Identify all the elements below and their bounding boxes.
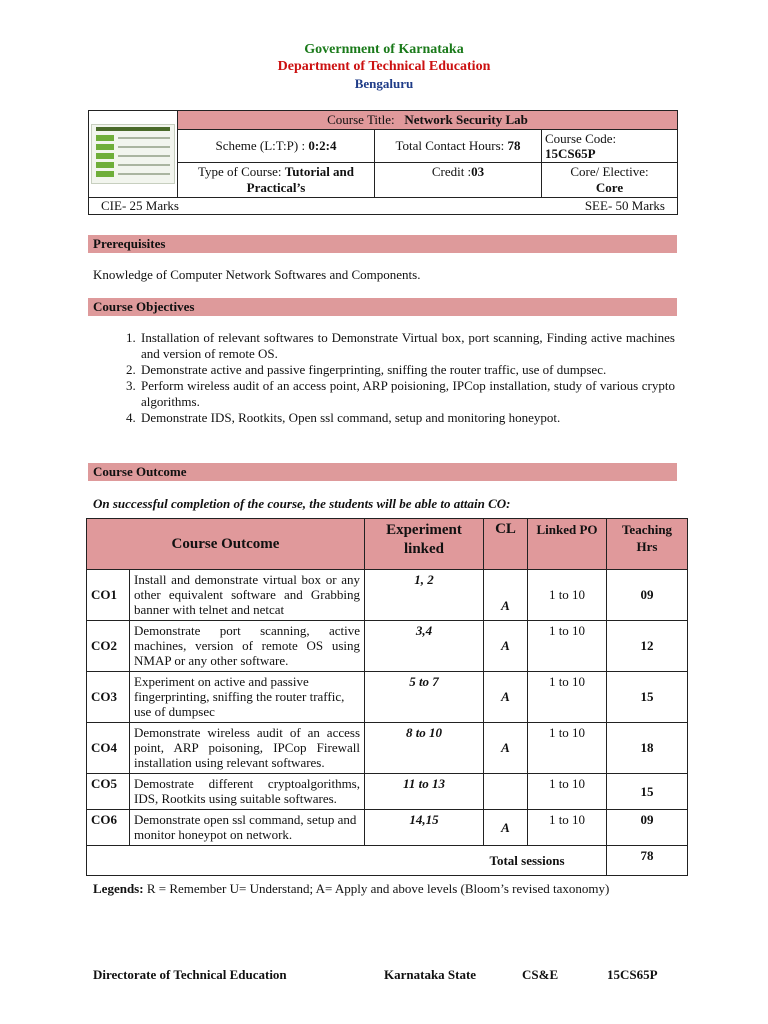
course-code-value: 15CS65P bbox=[545, 146, 596, 161]
course-type-cell bbox=[178, 163, 375, 198]
objective-item: 2. Demonstrate active and passive fingerprinting, sniffing the router traffic, use of dumpsec. bbox=[139, 362, 675, 378]
credit-value: 03 bbox=[471, 164, 485, 179]
co-teaching-hrs: 09 bbox=[607, 810, 688, 846]
objectives-list bbox=[93, 330, 675, 426]
header-city: Bengaluru bbox=[354, 76, 414, 91]
scheme-value: 0:2:4 bbox=[308, 138, 337, 153]
contact-hours-label: Total Contact Hours: bbox=[395, 138, 505, 153]
co-id: CO3 bbox=[87, 672, 130, 723]
table-row bbox=[87, 810, 688, 846]
objectives-list-container bbox=[93, 330, 675, 426]
col-cl: CL bbox=[484, 519, 528, 570]
total-sessions-label: Total sessions bbox=[484, 846, 607, 876]
course-thumbnail-cell bbox=[89, 111, 178, 198]
co-cl: A bbox=[484, 810, 528, 846]
footer-state: Karnataka State bbox=[384, 967, 477, 982]
scheme-cell bbox=[178, 130, 375, 163]
co-teaching-hrs: 12 bbox=[607, 621, 688, 672]
co-id: CO4 bbox=[87, 723, 130, 774]
scheme-label: Scheme (L:T:P) : bbox=[215, 138, 306, 153]
course-title-cell bbox=[178, 111, 678, 130]
co-experiment: 14,15 bbox=[365, 810, 484, 846]
co-teaching-hrs: 15 bbox=[607, 774, 688, 810]
outcome-heading: Course Outcome bbox=[88, 463, 677, 481]
co-linked-po: 1 to 10 bbox=[528, 621, 607, 672]
table-row bbox=[87, 570, 688, 621]
co-experiment: 11 to 13 bbox=[365, 774, 484, 810]
core-elective-cell bbox=[542, 163, 678, 198]
footer-dept: CS&E bbox=[522, 967, 559, 982]
co-teaching-hrs: 18 bbox=[607, 723, 688, 774]
objective-item: 1. Installation of relevant softwares to Demonstrate Virtual box, port scanning, Finding active machines and version of remote OS. bbox=[139, 330, 675, 362]
co-teaching-hrs: 15 bbox=[607, 672, 688, 723]
credit-cell bbox=[375, 163, 542, 198]
co-linked-po: 1 to 10 bbox=[528, 723, 607, 774]
footer-directorate: Directorate of Technical Education bbox=[93, 967, 287, 982]
course-code-cell bbox=[542, 130, 678, 163]
co-description: Experiment on active and passive fingerprinting, sniffing the router traffic, use of dumpsec bbox=[130, 672, 365, 723]
co-cl bbox=[484, 774, 528, 810]
objective-item: 3. Perform wireless audit of an access point, ARP poisioning, IPCop installation, study of various crypto algorithms. bbox=[139, 378, 675, 410]
co-experiment: 8 to 10 bbox=[365, 723, 484, 774]
co-id: CO2 bbox=[87, 621, 130, 672]
co-experiment: 1, 2 bbox=[365, 570, 484, 621]
table-row bbox=[87, 621, 688, 672]
co-description: Demonstrate port scanning, active machines, version of remote OS using NMAP or any other software. bbox=[130, 621, 365, 672]
table-row bbox=[87, 723, 688, 774]
contact-hours-cell bbox=[375, 130, 542, 163]
co-cl: A bbox=[484, 621, 528, 672]
col-course-outcome: Course Outcome bbox=[87, 519, 365, 570]
course-type-label: Type of Course: bbox=[197, 164, 282, 179]
credit-label: Credit : bbox=[431, 164, 472, 179]
co-description: Demostrate different cryptoalgorithms, IDS, Rootkits using suitable softwares. bbox=[130, 774, 365, 810]
col-experiment-linked: Experiment linked bbox=[365, 519, 484, 570]
co-id: CO6 bbox=[87, 810, 130, 846]
co-description: Install and demonstrate virtual box or any other equivalent software and Grabbing banner with telnet and netcat bbox=[130, 570, 365, 621]
co-teaching-hrs: 09 bbox=[607, 570, 688, 621]
course-thumbnail-image bbox=[91, 124, 175, 184]
total-sessions-value: 78 bbox=[607, 846, 688, 876]
co-id: CO5 bbox=[87, 774, 130, 810]
see-marks: SEE- 50 Marks bbox=[584, 198, 665, 213]
header-government: Government of Karnataka bbox=[304, 42, 464, 57]
prerequisites-text: Knowledge of Computer Network Softwares and Components. bbox=[93, 267, 421, 282]
contact-hours-value: 78 bbox=[507, 138, 521, 153]
outcome-table-header bbox=[87, 519, 688, 570]
co-description: Demonstrate wireless audit of an access point, ARP poisoning, IPCop Firewall installation using relevant softwares. bbox=[130, 723, 365, 774]
co-cl: A bbox=[484, 570, 528, 621]
core-elective-label: Core/ Elective: bbox=[570, 164, 649, 179]
footer-code: 15CS65P bbox=[607, 967, 658, 982]
header-department: Department of Technical Education bbox=[277, 59, 491, 74]
outcome-intro: On successful completion of the course, the students will be able to attain CO: bbox=[93, 496, 511, 511]
prerequisites-heading: Prerequisites bbox=[88, 235, 677, 253]
course-code-label: Course Code: bbox=[545, 131, 617, 146]
co-linked-po: 1 to 10 bbox=[528, 672, 607, 723]
co-id: CO1 bbox=[87, 570, 130, 621]
co-experiment: 5 to 7 bbox=[365, 672, 484, 723]
co-experiment: 3,4 bbox=[365, 621, 484, 672]
col-teaching-hrs: Teaching Hrs bbox=[607, 519, 688, 570]
objectives-heading: Course Objectives bbox=[88, 298, 677, 316]
co-linked-po: 1 to 10 bbox=[528, 774, 607, 810]
course-title-value: Network Security Lab bbox=[404, 112, 528, 127]
legends-label: Legends: bbox=[93, 881, 144, 896]
course-type-value: Tutorial and Practical’s bbox=[246, 164, 355, 195]
total-row bbox=[87, 846, 688, 876]
table-row bbox=[87, 774, 688, 810]
col-linked-po: Linked PO bbox=[528, 519, 607, 570]
co-cl: A bbox=[484, 672, 528, 723]
co-linked-po: 1 to 10 bbox=[528, 810, 607, 846]
co-linked-po: 1 to 10 bbox=[528, 570, 607, 621]
co-description: Demonstrate open ssl command, setup and monitor honeypot on network. bbox=[130, 810, 365, 846]
marks-cell bbox=[89, 198, 678, 215]
course-outcome-table bbox=[86, 518, 688, 876]
legends-text: R = Remember U= Understand; A= Apply and above levels (Bloom’s revised taxonomy) bbox=[146, 881, 610, 896]
course-title-label: Course Title: bbox=[327, 112, 395, 127]
objective-item: 4. Demonstrate IDS, Rootkits, Open ssl command, setup and monitoring honeypot. bbox=[139, 410, 675, 426]
legends bbox=[93, 880, 675, 897]
course-info-table bbox=[88, 110, 678, 215]
cie-marks: CIE- 25 Marks bbox=[101, 198, 179, 213]
co-cl: A bbox=[484, 723, 528, 774]
core-elective-value: Core bbox=[595, 180, 624, 195]
table-row bbox=[87, 672, 688, 723]
